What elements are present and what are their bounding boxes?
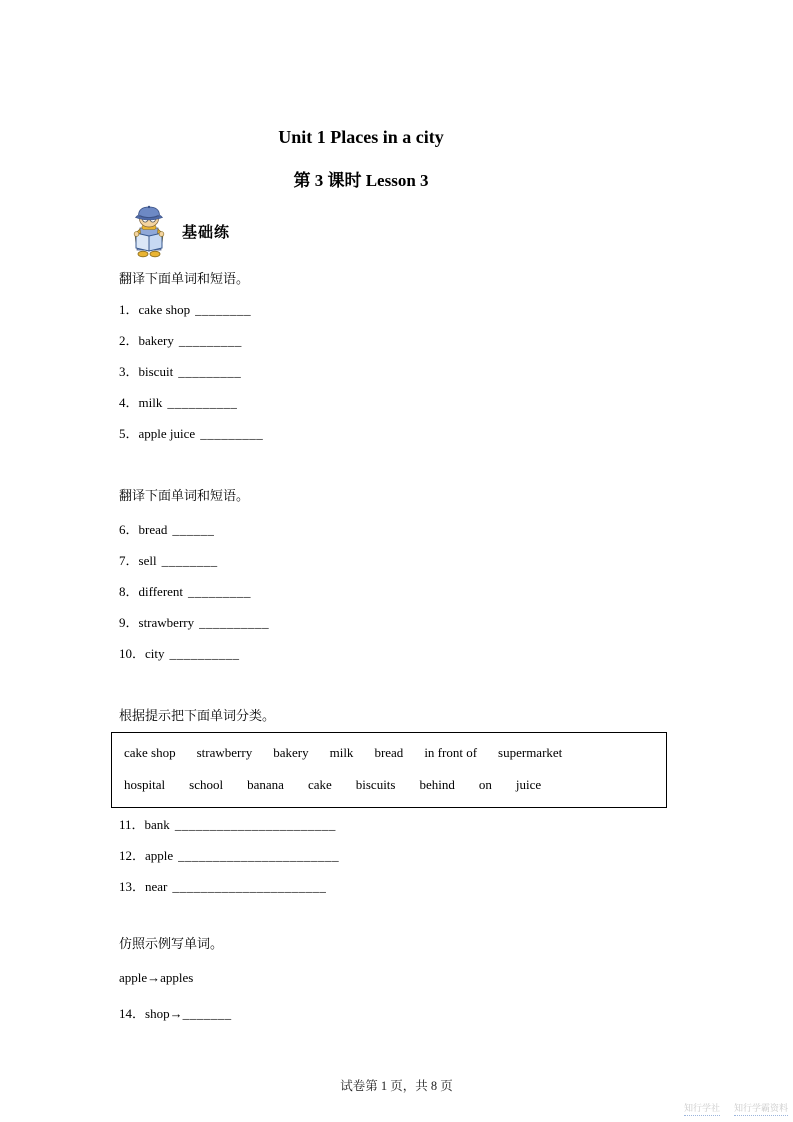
word-bank-item: milk	[329, 745, 354, 760]
word-bank-item: strawberry	[196, 745, 253, 760]
page-title: Unit 1 Places in a city	[278, 127, 444, 147]
answer-blank: __________	[199, 615, 270, 630]
categorize-item	[119, 840, 753, 871]
word-bank-item: cake shop	[124, 745, 176, 760]
item-word: bank	[144, 817, 170, 832]
word-bank-item: supermarket	[498, 745, 563, 760]
item-number: 9．	[119, 615, 139, 630]
item-word: apple juice	[138, 426, 196, 441]
item-word: bread	[138, 522, 168, 537]
item-number: 3．	[119, 364, 139, 379]
plural-item	[119, 998, 753, 1029]
item-word: biscuit	[138, 364, 174, 379]
item-number: 8．	[119, 584, 139, 599]
section-instruction: 仿照示例写单词。	[119, 936, 224, 951]
item-word: bakery	[138, 333, 174, 348]
answer-blank: _________	[178, 364, 242, 379]
page-subtitle: 第 3 课时 Lesson 3	[293, 171, 429, 190]
section-instruction: 翻译下面单词和短语。	[119, 488, 250, 503]
example-line: apple→apples	[119, 970, 194, 985]
section-badge	[129, 204, 230, 258]
item-number: 14．	[119, 1006, 146, 1021]
item-list	[119, 998, 753, 1029]
categorize-item	[119, 871, 753, 902]
answer-blank: ______	[172, 522, 215, 537]
categorize-section	[119, 706, 753, 902]
word-bank-item: bread	[374, 745, 404, 760]
item-word: sell	[138, 553, 157, 568]
item-number: 12．	[119, 848, 146, 863]
student-reading-icon	[129, 204, 169, 258]
word-bank-item: hospital	[124, 777, 166, 792]
word-bank-item: on	[478, 777, 492, 792]
answer-blank: _________	[188, 584, 252, 599]
translation-item	[119, 356, 753, 387]
item-list	[119, 514, 753, 669]
word-bank-item: bakery	[273, 745, 309, 760]
badge-label: 基础练	[182, 224, 231, 241]
word-bank-item: in front of	[424, 745, 478, 760]
word-bank-item: banana	[247, 777, 284, 792]
answer-blank: _______	[182, 1006, 232, 1021]
translation-item	[119, 294, 753, 325]
answer-blank: ______________________	[172, 879, 327, 894]
word-bank-row	[124, 737, 654, 769]
answer-blank: _______________________	[174, 817, 336, 832]
answer-blank: ________	[161, 553, 218, 568]
item-word: milk	[138, 395, 163, 410]
watermark	[684, 1101, 788, 1116]
answer-blank: _______________________	[178, 848, 340, 863]
translation-item	[119, 576, 753, 607]
answer-blank: __________	[169, 646, 240, 661]
item-number: 7．	[119, 553, 139, 568]
item-list	[119, 809, 753, 902]
word-bank-item: juice	[515, 777, 542, 792]
item-word: apple	[145, 848, 174, 863]
item-list	[119, 294, 753, 449]
word-bank-item: cake	[307, 777, 332, 792]
item-number: 2．	[119, 333, 139, 348]
watermark-text: 知行学霸资料	[734, 1101, 788, 1116]
answer-blank: __________	[167, 395, 238, 410]
translation-item	[119, 514, 753, 545]
item-word: near	[145, 879, 168, 894]
item-word: city	[145, 646, 165, 661]
page-number-footer: 试卷第 1 页，共 8 页	[340, 1079, 453, 1093]
word-bank-item: school	[189, 777, 224, 792]
item-word: different	[138, 584, 184, 599]
word-bank-box	[111, 732, 667, 808]
item-word: strawberry	[138, 615, 195, 630]
translation-item	[119, 325, 753, 356]
item-number: 5．	[119, 426, 139, 441]
translation-item	[119, 638, 753, 669]
item-number: 10．	[119, 646, 146, 661]
categorize-item	[119, 809, 753, 840]
answer-blank: _________	[200, 426, 264, 441]
translation-section-2	[119, 486, 753, 669]
item-number: 13．	[119, 879, 146, 894]
translation-item	[119, 545, 753, 576]
item-word: cake shop	[138, 302, 191, 317]
watermark-text: 知行学社	[684, 1101, 720, 1116]
translation-item	[119, 607, 753, 638]
section-instruction: 翻译下面单词和短语。	[119, 271, 250, 286]
item-word: shop→	[145, 1006, 183, 1021]
plural-section	[119, 934, 753, 1029]
translation-item	[119, 387, 753, 418]
item-number: 11．	[119, 817, 145, 832]
answer-blank: ________	[195, 302, 252, 317]
item-number: 6．	[119, 522, 139, 537]
translation-item	[119, 418, 753, 449]
word-bank-item: biscuits	[355, 777, 396, 792]
word-bank-item: behind	[419, 777, 455, 792]
translation-section-1	[119, 269, 753, 449]
section-instruction: 根据提示把下面单词分类。	[119, 708, 276, 723]
item-number: 1．	[119, 302, 139, 317]
word-bank-row	[124, 769, 654, 801]
item-number: 4．	[119, 395, 139, 410]
answer-blank: _________	[178, 333, 242, 348]
